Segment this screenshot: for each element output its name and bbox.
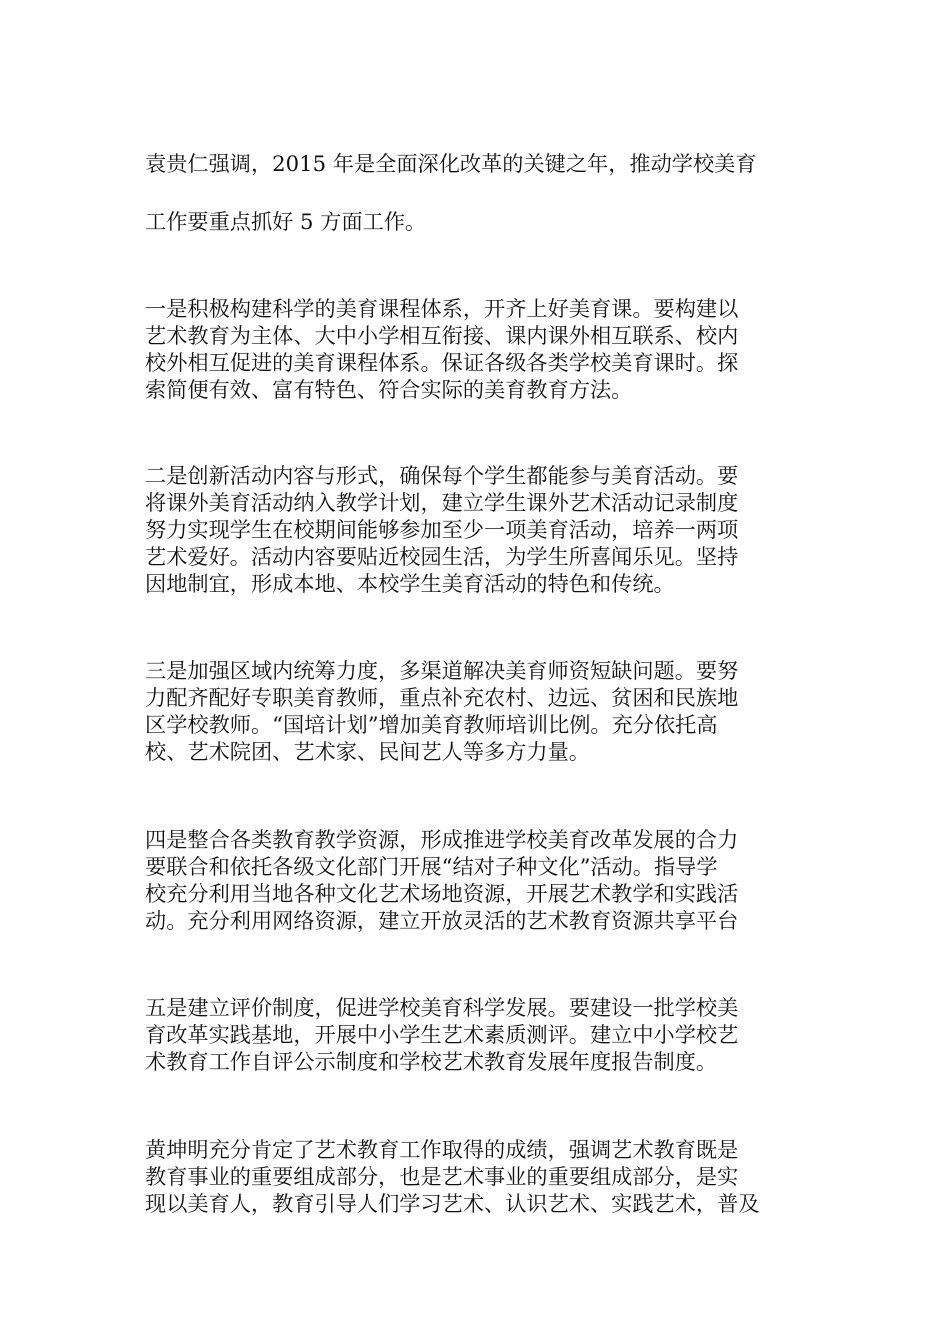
paragraph-point-four <box>145 826 810 934</box>
paragraph-line: 教育事业的重要组成部分，也是艺术事业的重要组成部分，是实 <box>145 1164 739 1189</box>
paragraph-closing <box>145 1136 810 1217</box>
paragraph-line: 努力实现学生在校期间能够参加至少一项美育活动，培养一两项 <box>145 517 739 542</box>
paragraph-point-two <box>145 462 810 597</box>
paragraph-line: 术教育工作自评公示制度和学校艺术教育发展年度报告制度。 <box>145 1049 718 1074</box>
paragraph-line: 一是积极构建科学的美育课程体系，开齐上好美育课。要构建以 <box>145 296 739 321</box>
paragraph-line: 校充分利用当地各种文化艺术场地资源，开展艺术教学和实践活 <box>145 881 739 906</box>
paragraph-line: 动。充分利用网络资源，建立开放灵活的艺术教育资源共享平台 <box>145 908 739 933</box>
paragraph-line: 索简便有效、富有特色、符合实际的美育教育方法。 <box>145 377 633 402</box>
paragraph-line: 艺术爱好。活动内容要贴近校园生活，为学生所喜闻乐见。坚持 <box>145 544 739 569</box>
paragraph-line: 四是整合各类教育教学资源，形成推进学校美育改革发展的合力 <box>145 827 739 852</box>
paragraph-line: 工作要重点抓好 5 方面工作。 <box>145 209 427 234</box>
paragraph-line: 校外相互促进的美育课程体系。保证各级各类学校美育课时。探 <box>145 350 739 375</box>
paragraph-line: 三是加强区域内统筹力度，多渠道解决美育师资短缺问题。要努 <box>145 658 739 683</box>
paragraph-line: 育改革实践基地，开展中小学生艺术素质测评。建立中小学校艺 <box>145 1022 739 1047</box>
paragraph-line: 现以美育人，教育引导人们学习艺术、认识艺术、实践艺术，普及 <box>145 1191 760 1216</box>
paragraph-line: 黄坤明充分肯定了艺术教育工作取得的成绩，强调艺术教育既是 <box>145 1137 739 1162</box>
paragraph-line: 艺术教育为主体、大中小学相互衔接、课内课外相互联系、校内 <box>145 323 739 348</box>
paragraph-point-five <box>145 994 810 1075</box>
paragraph-point-one <box>145 295 810 403</box>
paragraph-line: 袁贵仁强调，2015 年是全面深化改革的关键之年，推动学校美育 <box>145 151 757 176</box>
paragraph-intro <box>145 135 810 251</box>
paragraph-point-three <box>145 657 810 765</box>
paragraph-line: 将课外美育活动纳入教学计划，建立学生课外艺术活动记录制度 <box>145 490 739 515</box>
paragraph-line: 二是创新活动内容与形式，确保每个学生都能参与美育活动。要 <box>145 463 739 488</box>
paragraph-line: 五是建立评价制度，促进学校美育科学发展。要建设一批学校美 <box>145 995 739 1020</box>
paragraph-line: 要联合和依托各级文化部门开展“结对子种文化”活动。指导学 <box>145 854 718 879</box>
paragraph-line: 力配齐配好专职美育教师，重点补充农村、边远、贫困和民族地 <box>145 685 739 710</box>
paragraph-line: 校、艺术院团、艺术家、民间艺人等多方力量。 <box>145 739 590 764</box>
paragraph-line: 区学校教师。“国培计划”增加美育教师培训比例。充分依托高 <box>145 712 718 737</box>
paragraph-line: 因地制宜，形成本地、本校学生美育活动的特色和传统。 <box>145 571 675 596</box>
